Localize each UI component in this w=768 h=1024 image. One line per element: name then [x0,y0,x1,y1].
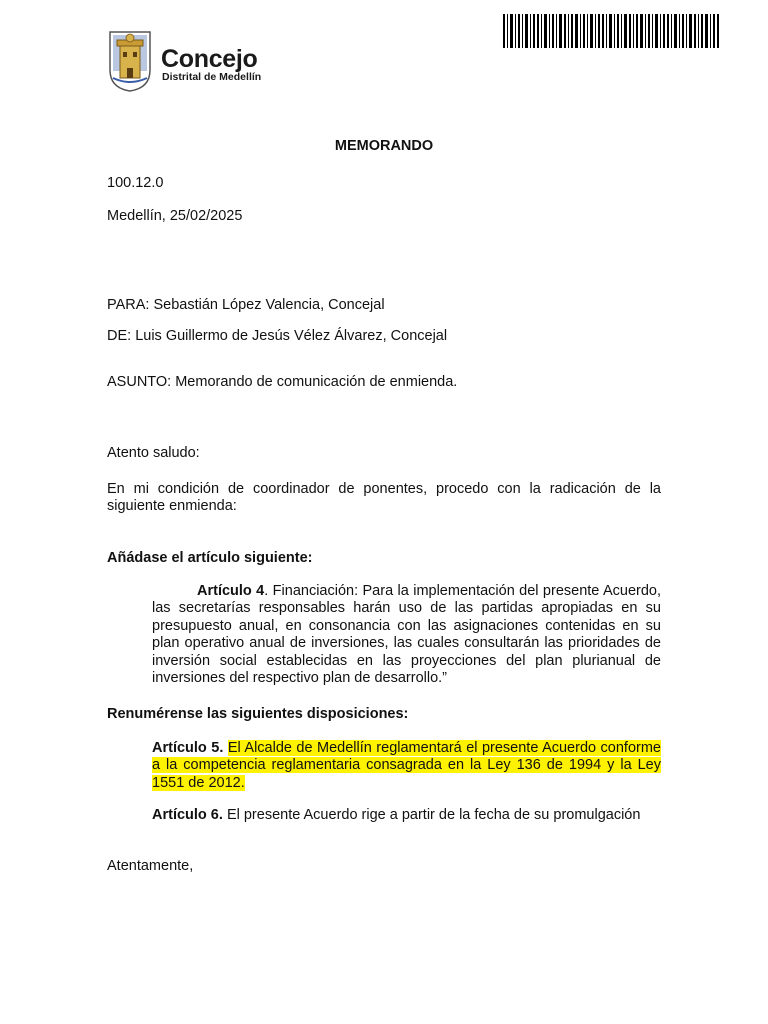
article-6-text: El presente Acuerdo rige a partir de la fecha de su promulgación [226,807,641,823]
closing: Atentamente, [107,858,194,874]
sender-line: DE: Luis Guillermo de Jesús Vélez Álvarez, Concejal [107,328,448,344]
barcode-icon [501,12,721,50]
intro-paragraph: En mi condición de coordinador de ponentes, procedo con la radicación de la siguiente enmienda: [107,481,661,515]
place-date: Medellín, 25/02/2025 [107,208,243,224]
city-shield-logo [108,30,152,92]
recipient-line: PARA: Sebastián López Valencia, Concejal [107,297,385,313]
org-name: Concejo [161,45,258,73]
article-6-paragraph [152,807,661,824]
article-4-text: . Financiación: Para la implementación del presente Acuerdo, las secretarías responsables harán uso de las partidas apropiadas en su presupuesto anual, en consonancia con las asignaciones contenidas en su plan operativo anual de inversiones, las cuales consultarán las prioridades de inversión social establecidas en las proyecciones del plan plurianual de inversiones del respectivo plan de desarrollo.” [152,583,661,686]
article-5-label: Artículo 5. [152,740,224,756]
article-4-label: Artículo 4 [197,583,265,599]
org-subtitle: Distrital de Medellín [162,71,262,83]
add-article-heading: Añádase el artículo siguiente: [107,550,313,566]
renumber-heading: Renumérense las siguientes disposiciones: [107,706,409,722]
greeting: Atento saludo: [107,445,200,461]
article-5-paragraph [152,740,661,792]
subject-line: ASUNTO: Memorando de comunicación de enmienda. [107,374,458,390]
article-4-paragraph [152,583,661,687]
article-5-highlighted-text: El Alcalde de Medellín reglamentará el presente Acuerdo conforme a la competencia reglamentaria consagrada en la Ley 136 de 1994 y la Ley 1551 de 2012. [152,740,661,791]
reference-number: 100.12.0 [107,175,164,191]
article-6-label: Artículo 6. [152,807,223,823]
memo-title: MEMORANDO [334,138,434,154]
